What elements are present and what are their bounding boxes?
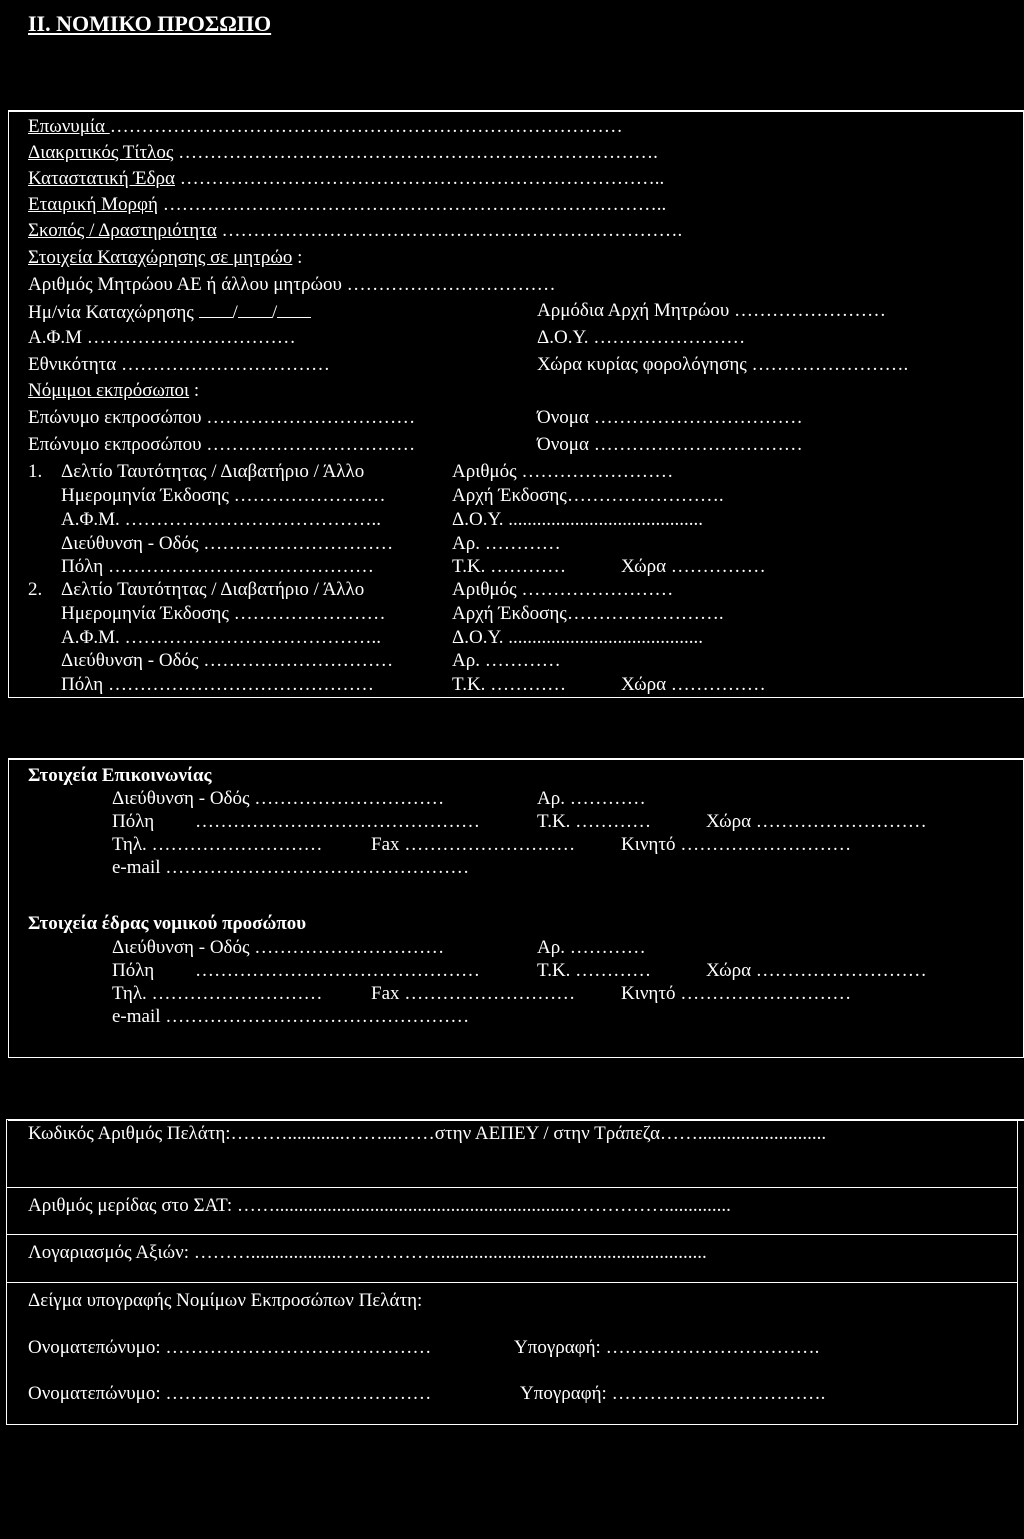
- field-registry-details: Στοιχεία Καταχώρησης σε μητρώο :: [28, 247, 303, 268]
- field-contact-phone[interactable]: Τηλ. ………………………: [112, 834, 323, 855]
- field-issue-authority[interactable]: Αρχή Έκδοσης…………………….: [452, 485, 724, 506]
- field-seat-country[interactable]: Χώρα ………………………: [706, 960, 927, 981]
- field-id-type[interactable]: Δελτίο Ταυτότητας / Διαβατήριο / Άλλο: [61, 461, 365, 482]
- field-contact-postcode[interactable]: Τ.Κ. …………: [537, 811, 652, 832]
- field-signer-name-1[interactable]: Ονοματεπώνυμο: ……………………………………: [28, 1337, 432, 1358]
- field-id-city[interactable]: Πόλη ……………………………………: [61, 674, 374, 695]
- field-contact-fax[interactable]: Fax ………………………: [371, 834, 576, 855]
- field-rep-name-1[interactable]: Όνομα ……………………………: [537, 407, 803, 428]
- field-name[interactable]: Επωνυμία ………………………………………………………………………: [28, 116, 623, 137]
- field-id-type[interactable]: Δελτίο Ταυτότητας / Διαβατήριο / Άλλο: [61, 579, 365, 600]
- divider: [6, 1187, 1018, 1188]
- field-registry-number[interactable]: Αριθμός Μητρώου ΑΕ ή άλλου μητρώου ……………………………: [28, 274, 556, 295]
- field-seat-street[interactable]: Διεύθυνση - Οδός …………………………: [112, 937, 445, 958]
- field-issue-authority[interactable]: Αρχή Έκδοσης…………………….: [452, 603, 724, 624]
- section1-header-bar: [8, 82, 1024, 112]
- field-contact-country[interactable]: Χώρα ………………………: [706, 811, 927, 832]
- field-id-doy[interactable]: Δ.Ο.Υ. .........................................: [452, 627, 704, 648]
- field-id-afm[interactable]: Α.Φ.Μ. …………………………………..: [61, 627, 382, 648]
- field-sat-account[interactable]: Αριθμός μερίδας στο ΣΑΤ: ……..............................................................……………..............: [28, 1195, 731, 1216]
- field-id-afm[interactable]: Α.Φ.Μ. …………………………………..: [61, 509, 382, 530]
- field-contact-mobile[interactable]: Κινητό ………………………: [621, 834, 852, 855]
- field-distinctive-title[interactable]: Διακριτικός Τίτλος ………………………………………………………………….: [28, 142, 658, 163]
- section3-box: [6, 1119, 1018, 1425]
- field-registry-authority[interactable]: Αρμόδια Αρχή Μητρώου ……………………: [537, 300, 887, 321]
- field-seat-phone[interactable]: Τηλ. ………………………: [112, 983, 323, 1004]
- field-signature-2[interactable]: Υπογραφή: …………………………….: [520, 1383, 826, 1404]
- field-contact-street-number[interactable]: Αρ. …………: [537, 788, 646, 809]
- field-seat-city-label: Πόλη: [112, 960, 155, 981]
- field-issue-date[interactable]: Ημερομηνία Έκδοσης ……………………: [61, 603, 386, 624]
- field-id-postcode[interactable]: Τ.Κ. …………: [452, 674, 567, 695]
- section2-header-bar: [8, 730, 1024, 760]
- field-id-number[interactable]: Αριθμός ……………………: [452, 579, 674, 600]
- field-registration-date[interactable]: Ημ/νία Καταχώρησης / /: [28, 301, 311, 322]
- field-registered-seat[interactable]: Καταστατική Έδρα …………………………………………………………………..: [28, 168, 665, 189]
- field-signature-1[interactable]: Υπογραφή: …………………………….: [514, 1337, 820, 1358]
- field-seat-city[interactable]: ………………………………………: [195, 960, 480, 981]
- field-issue-date[interactable]: Ημερομηνία Έκδοσης ……………………: [61, 485, 386, 506]
- id-block-number: 2.: [28, 579, 43, 600]
- field-contact-city-label: Πόλη: [112, 811, 155, 832]
- field-id-country[interactable]: Χώρα ……………: [621, 556, 766, 577]
- contact-details-title: Στοιχεία Επικοινωνίας: [28, 765, 212, 786]
- field-legal-representatives: Νόμιμοι εκπρόσωποι :: [28, 380, 200, 401]
- field-tax-country[interactable]: Χώρα κυρίας φορολόγησης …………………….: [537, 354, 909, 375]
- date-month-blank[interactable]: [238, 301, 272, 318]
- field-purpose[interactable]: Σκοπός / Δραστηριότητα ……………………………………………………………….: [28, 220, 683, 241]
- section-title: II. ΝΟΜΙΚΟ ΠΡΟΣΩΠΟ: [28, 11, 272, 36]
- field-seat-email[interactable]: e-mail …………………………………………: [112, 1006, 470, 1027]
- id-block-number: 1.: [28, 461, 43, 482]
- field-doy[interactable]: Δ.Ο.Υ. ……………………: [537, 327, 746, 348]
- field-id-street-number[interactable]: Αρ. …………: [452, 533, 561, 554]
- field-id-number[interactable]: Αριθμός ……………………: [452, 461, 674, 482]
- divider: [6, 1282, 1018, 1283]
- field-seat-postcode[interactable]: Τ.Κ. …………: [537, 960, 652, 981]
- field-id-street[interactable]: Διεύθυνση - Οδός …………………………: [61, 533, 394, 554]
- field-rep-surname-1[interactable]: Επώνυμο εκπροσώπου ……………………………: [28, 407, 416, 428]
- section3-header-bar: [8, 1091, 1024, 1121]
- field-contact-street[interactable]: Διεύθυνση - Οδός …………………………: [112, 788, 445, 809]
- divider: [6, 1234, 1018, 1235]
- field-signer-name-2[interactable]: Ονοματεπώνυμο: ……………………………………: [28, 1383, 432, 1404]
- field-id-street-number[interactable]: Αρ. …………: [452, 650, 561, 671]
- field-id-doy[interactable]: Δ.Ο.Υ. .........................................: [452, 509, 704, 530]
- field-seat-fax[interactable]: Fax ………………………: [371, 983, 576, 1004]
- field-rep-name-2[interactable]: Όνομα ……………………………: [537, 434, 803, 455]
- field-id-street[interactable]: Διεύθυνση - Οδός …………………………: [61, 650, 394, 671]
- signature-sample-label: Δείγμα υπογραφής Νομίμων Εκπροσώπων Πελάτη:: [28, 1290, 423, 1311]
- field-contact-city[interactable]: ………………………………………: [195, 811, 480, 832]
- field-rep-surname-2[interactable]: Επώνυμο εκπροσώπου ……………………………: [28, 434, 416, 455]
- field-legal-form[interactable]: Εταιρική Μορφή ……………………………………………………………………..: [28, 194, 667, 215]
- field-contact-email[interactable]: e-mail …………………………………………: [112, 857, 470, 878]
- field-id-country[interactable]: Χώρα ……………: [621, 674, 766, 695]
- field-id-postcode[interactable]: Τ.Κ. …………: [452, 556, 567, 577]
- field-nationality[interactable]: Εθνικότητα ……………………………: [28, 354, 330, 375]
- field-afm[interactable]: Α.Φ.Μ ……………………………: [28, 327, 296, 348]
- field-securities-account[interactable]: Λογαριασμός Αξιών: ………...................…………….........................................................: [28, 1242, 707, 1263]
- field-seat-mobile[interactable]: Κινητό ………………………: [621, 983, 852, 1004]
- field-seat-street-number[interactable]: Αρ. …………: [537, 937, 646, 958]
- field-id-city[interactable]: Πόλη ……………………………………: [61, 556, 374, 577]
- date-day-blank[interactable]: [199, 301, 233, 318]
- field-client-code[interactable]: Κωδικός Αριθμός Πελάτη:………............……...……στην ΑΕΠΕΥ / στην Τράπεζα……...........................: [28, 1123, 827, 1144]
- seat-details-title: Στοιχεία έδρας νομικού προσώπου: [28, 913, 307, 934]
- date-year-blank[interactable]: [277, 301, 311, 318]
